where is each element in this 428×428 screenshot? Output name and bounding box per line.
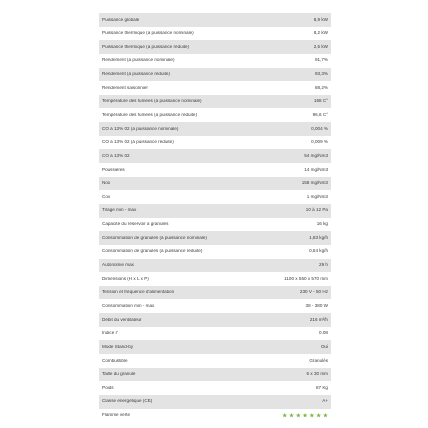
spec-value: 16 kg (316, 221, 328, 227)
flamme-verte-rating (282, 413, 328, 418)
spec-row (99, 204, 331, 218)
spec-label: Dimensions (H x L x P) (102, 276, 149, 281)
spec-value (278, 413, 328, 418)
spec-value: 216 m³/h (309, 316, 328, 322)
spec-value: 158 mg/Nm3 (301, 180, 328, 186)
spec-value: 96,6 C° (312, 112, 328, 117)
spec-value: Oui (320, 343, 328, 349)
spec-label: Poids (102, 385, 114, 390)
spec-label: CO à 13% 02 (à puissance réduite) (102, 140, 174, 145)
spec-value: 87 Kg (315, 384, 328, 390)
spec-value: 0.08 (319, 330, 328, 336)
spec-row (99, 27, 331, 41)
spec-row (99, 122, 331, 136)
spec-value: 93,3% (314, 71, 328, 77)
spec-value: 88,2% (314, 84, 328, 90)
spec-value: 6 x 30 mm (306, 371, 328, 377)
spec-label: Classe énergétique (CE) (102, 399, 153, 404)
spec-value: 54 mg/Nm3 (304, 152, 328, 158)
spec-table (99, 13, 331, 422)
spec-row (99, 231, 331, 245)
spec-row (99, 136, 331, 150)
spec-label: Puissance thermique (à puissance réduite) (102, 44, 190, 49)
spec-label: Mode Stand-by (102, 344, 134, 349)
spec-label: Puissance thermique (à puissance nominale) (102, 31, 194, 36)
spec-label: Tirage min - max (102, 208, 137, 213)
spec-value: 10 à 12 Pa (305, 207, 328, 213)
spec-value: A+ (322, 398, 328, 404)
spec-label: Rendement (à puissance réduite) (102, 72, 170, 77)
star-icon (309, 413, 314, 418)
spec-row (99, 108, 331, 122)
spec-label: Température des fumées (à puissance réduite) (102, 113, 197, 117)
star-icon (302, 413, 307, 418)
spec-row (99, 81, 331, 95)
spec-value: 2,5 kW (313, 43, 328, 49)
spec-row (99, 190, 331, 204)
spec-row (99, 381, 331, 395)
spec-value: 29 h (319, 262, 328, 268)
spec-row (99, 313, 331, 327)
spec-row (99, 272, 331, 286)
spec-value: 8,2 kW (313, 30, 328, 36)
spec-label: Indice I' (102, 331, 118, 336)
spec-value: 1,83 kg/h (309, 234, 328, 240)
spec-value: 168 C° (313, 98, 328, 104)
spec-label: Rendement saisonnier (102, 85, 148, 90)
spec-row (99, 68, 331, 82)
spec-value: 0,004 % (311, 125, 328, 131)
spec-label: Capacité du réservoir à granulés (102, 222, 169, 227)
spec-row (99, 368, 331, 382)
spec-label: CO à 13% 02 (102, 153, 130, 158)
spec-value: Granulés (309, 357, 328, 363)
spec-label: Tension et fréquence d'alimentation (102, 290, 175, 295)
spec-row (99, 177, 331, 191)
spec-label: Température des fumées (à puissance nominale) (102, 99, 202, 104)
star-icon (282, 413, 287, 418)
spec-value: 230 V - 50 Hz (299, 289, 328, 295)
spec-row (99, 218, 331, 232)
star-icon (296, 413, 301, 418)
spec-row (99, 259, 331, 273)
spec-label: Puissance globale (102, 17, 140, 22)
spec-value: 8,9 kW (313, 16, 328, 22)
star-icon (316, 413, 321, 418)
spec-row (99, 245, 331, 259)
spec-value: 1 mg/Nm3 (306, 193, 328, 199)
spec-label: Combustible (102, 358, 128, 363)
spec-label: Taille du granulé (102, 372, 136, 377)
spec-row (99, 163, 331, 177)
spec-row (99, 299, 331, 313)
spec-value: 1100 x 550 x 570 mm (284, 275, 328, 281)
spec-row (99, 327, 331, 341)
spec-row (99, 409, 331, 423)
spec-label: CO à 13% 02 (à puissance nominale) (102, 126, 179, 131)
spec-value: 0,009 % (311, 139, 328, 145)
spec-row (99, 13, 331, 27)
star-icon (289, 413, 294, 418)
spec-label: Consommation de granulés (à puissance réduite) (102, 249, 203, 254)
spec-value: 14 mg/Nm3 (304, 166, 328, 172)
spec-label: Consommation de granulés (à puissance nominale) (102, 235, 207, 240)
spec-row (99, 286, 331, 300)
spec-value: 0,54 kg/h (309, 248, 328, 254)
spec-row (99, 149, 331, 163)
spec-label: Cov (102, 194, 111, 199)
spec-row (99, 54, 331, 68)
spec-row (99, 95, 331, 109)
spec-value: 38 - 380 W (305, 302, 328, 308)
spec-label: Poussières (102, 167, 125, 172)
spec-label: Autonomie max (102, 263, 134, 268)
spec-value: 91,7% (314, 57, 328, 63)
spec-label: Nox (102, 181, 111, 186)
spec-row (99, 340, 331, 354)
spec-label: Flamme verte (102, 413, 131, 418)
spec-row (99, 395, 331, 409)
spec-label: Rendement (à puissance nominale) (102, 58, 175, 63)
spec-label: Débit du ventilateur (102, 317, 142, 322)
spec-row (99, 40, 331, 54)
spec-label: Consommation min - max (102, 303, 155, 308)
spec-row (99, 354, 331, 368)
star-icon (323, 413, 328, 418)
